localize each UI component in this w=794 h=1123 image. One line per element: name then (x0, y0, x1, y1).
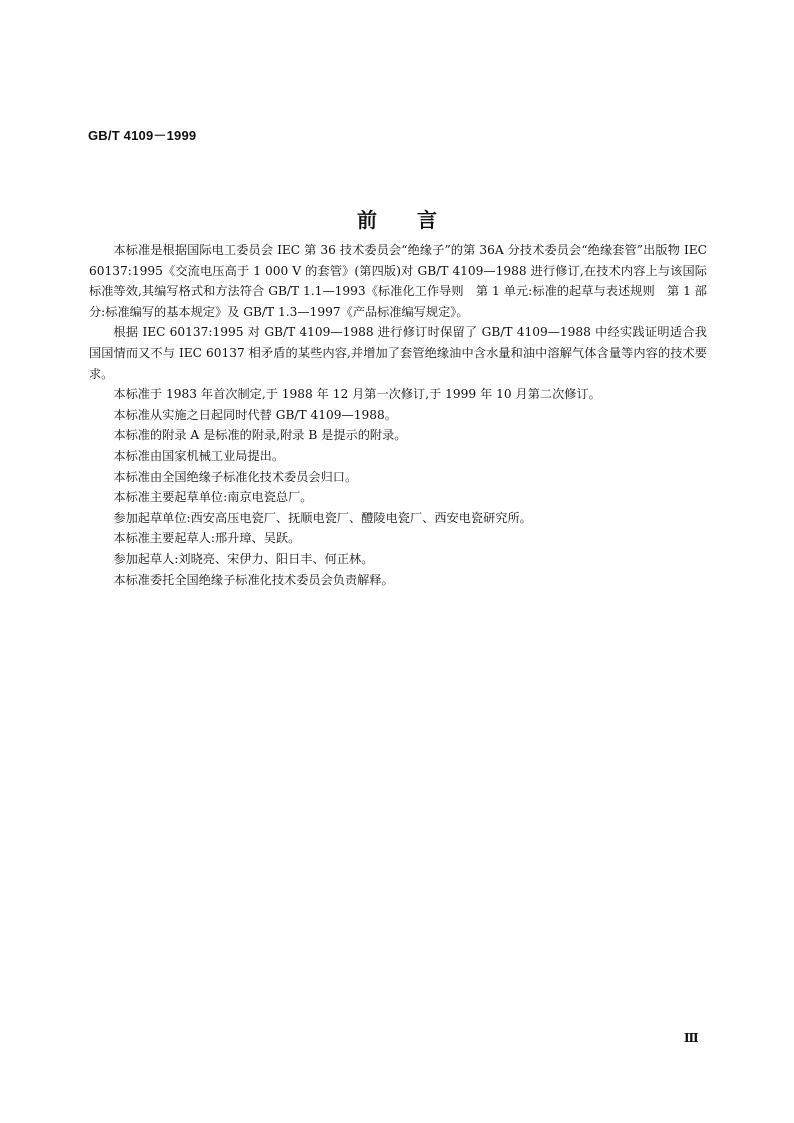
paragraph-4: 本标准从实施之日起同时代替 GB/T 4109—1988。 (113, 407, 397, 422)
page-number: Ⅲ (684, 1031, 699, 1045)
paragraph-3: 本标准于 1983 年首次制定,于 1988 年 12 月第一次修订,于 1999 年 10 月第二次修订。 (113, 387, 601, 402)
standard-code-header: GB/T 4109－1999 (88, 128, 197, 143)
paragraph-12: 本标准委托全国绝缘子标准化技术委员会负责解释。 (113, 572, 394, 587)
paragraph-8: 本标准主要起草单位:南京电瓷总厂。 (113, 490, 313, 505)
page-title: 前言 (357, 208, 477, 232)
paragraph-7: 本标准由全国绝缘子标准化技术委员会归口。 (113, 469, 358, 484)
paragraph-11: 参加起草人:刘晓亮、宋伊力、阳日丰、何正林。 (113, 551, 374, 566)
paragraph-1: 本标准是根据国际电工委员会 IEC 第 36 技术委员会“绝缘子”的第 36A 分技术委员会“绝缘套管”出版物 IEC 60137:1995《交流电压高于 1 000 V 的套管》(第四版)对 GB/T 4109—1988 进行修订,在技术内容上与该国际标准等效,其编写格式和方法符合 GB/T 1.1—1993《标准化工作导则 第 1 单元:标准的起草与表述规则 第 1 部分:标准编写的基本规定》及 GB/T 1.3—1997《产品标准编写规定》。 (89, 243, 707, 319)
paragraph-10: 本标准主要起草人:邢升璋、吴跃。 (113, 531, 301, 546)
paragraph-5: 本标准的附录 A 是标准的附录,附录 B 是提示的附录。 (113, 428, 407, 443)
paragraph-9: 参加起草单位:西安高压电瓷厂、抚顺电瓷厂、醴陵电瓷厂、西安电瓷研究所。 (113, 510, 532, 525)
paragraph-6: 本标准由国家机械工业局提出。 (113, 448, 285, 463)
foreword-body (89, 240, 707, 590)
paragraph-2: 根据 IEC 60137:1995 对 GB/T 4109—1988 进行修订时保留了 GB/T 4109—1988 中经实践证明适合我国国情而又不与 IEC 60137 相矛盾的某些内容,并增加了套管绝缘油中含水量和油中溶解气体含量等内容的技术要求。 (89, 325, 707, 381)
